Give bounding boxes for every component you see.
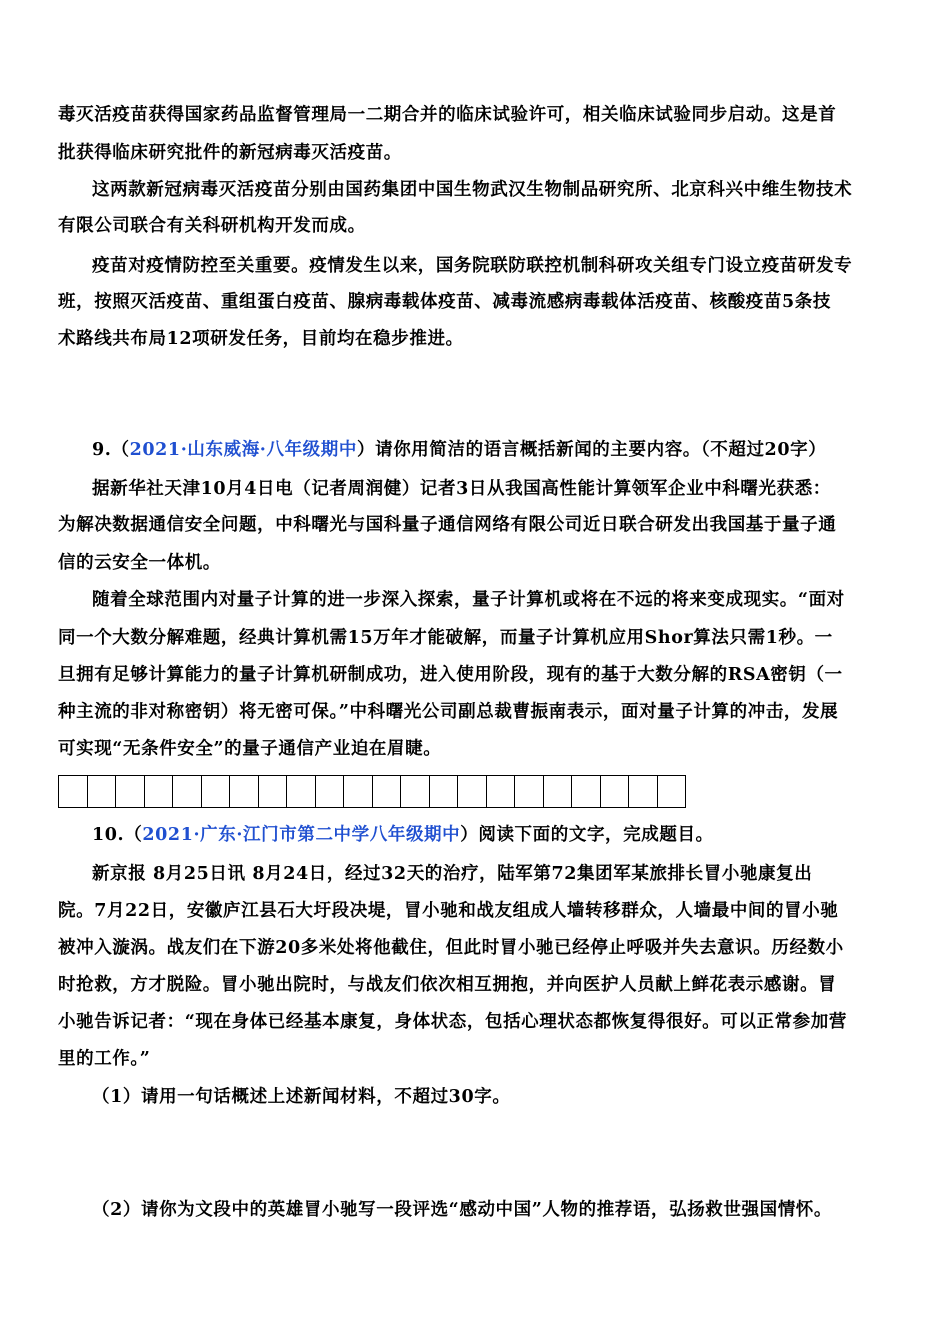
answer-cell[interactable] <box>658 776 687 807</box>
intro-line-4: 有限公司联合有关科研机构开发而成。 <box>58 216 366 236</box>
q10-subquestion-1: （1）请用一句话概述上述新闻材料，不超过30字。 <box>92 1087 511 1107</box>
question-source: 2021·山东威海·八年级期中 <box>129 440 357 460</box>
question-number: 9. <box>92 440 112 460</box>
source-close-paren: ） <box>356 440 376 460</box>
question-prompt: 请你用简洁的语言概括新闻的主要内容。（不超过20字） <box>375 440 827 460</box>
intro-line-6: 班，按照灭活疫苗、重组蛋白疫苗、腺病毒载体疫苗、减毒流感病毒载体活疫苗、核酸疫苗5条技 <box>58 292 831 312</box>
answer-cell[interactable] <box>572 776 601 807</box>
intro-line-7: 术路线共布局12项研发任务，目前均在稳步推进。 <box>58 329 464 349</box>
answer-cell[interactable] <box>515 776 544 807</box>
intro-line-3: 这两款新冠病毒灭活疫苗分别由国药集团中国生物武汉生物制品研究所、北京科兴中维生物技术 <box>92 180 853 200</box>
q10-line-4: 时抢救，方才脱险。冒小驰出院时，与战友们依次相互拥抱，并向医护人员献上鲜花表示感谢。冒 <box>58 975 837 995</box>
answer-cell[interactable] <box>373 776 402 807</box>
q10-line-5: 小驰告诉记者：“现在身体已经基本康复，身体状态，包括心理状态都恢复得很好。可以正常参加营 <box>58 1012 847 1032</box>
q9-line-2: 为解决数据通信安全问题，中科曙光与国科量子通信网络有限公司近日联合研发出我国基于量子通 <box>58 515 837 535</box>
question-prompt: 阅读下面的文字，完成题目。 <box>478 825 714 845</box>
question-number: 10. <box>92 825 125 845</box>
answer-grid[interactable] <box>58 775 686 808</box>
q10-subquestion-2: （2）请你为文段中的英雄冒小驰写一段评选“感动中国”人物的推荐语，弘扬救世强国情怀。 <box>92 1200 833 1220</box>
answer-cell[interactable] <box>145 776 174 807</box>
answer-cell[interactable] <box>230 776 259 807</box>
answer-cell[interactable] <box>202 776 231 807</box>
q9-line-1: 据新华社天津10月4日电（记者周润健）记者3日从我国高性能计算领军企业中科曙光获悉： <box>92 479 831 499</box>
q10-line-2: 院。7月22日，安徽庐江县石大圩段决堤，冒小驰和战友组成人墙转移群众，人墙最中间的冒小驰 <box>58 901 839 921</box>
question-source: 2021·广东·江门市第二中学八年级期中 <box>142 825 461 845</box>
answer-cell[interactable] <box>88 776 117 807</box>
answer-cell[interactable] <box>601 776 630 807</box>
answer-cell[interactable] <box>316 776 345 807</box>
q9-line-5: 同一个大数分解难题，经典计算机需15万年才能破解，而量子计算机应用Shor算法只需1秒。一 <box>58 628 833 648</box>
source-open-paren: （ <box>124 825 143 845</box>
answer-cell[interactable] <box>487 776 516 807</box>
q10-line-1: 新京报 8月25日讯 8月24日，经过32天的治疗，陆军第72集团军某旅排长冒小驰康复出 <box>92 864 813 884</box>
answer-cell[interactable] <box>430 776 459 807</box>
answer-cell[interactable] <box>458 776 487 807</box>
intro-line-5: 疫苗对疫情防控至关重要。疫情发生以来，国务院联防联控机制科研攻关组专门设立疫苗研发专 <box>92 256 853 276</box>
intro-line-2: 批获得临床研究批件的新冠病毒灭活疫苗。 <box>58 143 402 163</box>
source-close-paren: ） <box>460 825 479 845</box>
q10-line-6: 里的工作。” <box>58 1049 151 1069</box>
answer-cell[interactable] <box>59 776 88 807</box>
answer-cell[interactable] <box>344 776 373 807</box>
question-9-heading <box>92 438 927 462</box>
answer-cell[interactable] <box>544 776 573 807</box>
q9-line-3: 信的云安全一体机。 <box>58 553 221 573</box>
source-open-paren: （ <box>111 440 130 460</box>
q9-line-4: 随着全球范围内对量子计算的进一步深入探索，量子计算机或将在不远的将来变成现实。“面对 <box>92 590 845 610</box>
q9-line-7: 种主流的非对称密钥）将无密可保。”中科曙光公司副总裁曹振南表示，面对量子计算的冲击，发展 <box>58 702 839 722</box>
answer-cell[interactable] <box>629 776 658 807</box>
answer-cell[interactable] <box>287 776 316 807</box>
answer-cell[interactable] <box>401 776 430 807</box>
answer-cell[interactable] <box>173 776 202 807</box>
answer-cell[interactable] <box>259 776 288 807</box>
question-10-heading <box>92 823 927 847</box>
q9-line-8: 可实现“无条件安全”的量子通信产业迫在眉睫。 <box>58 739 442 759</box>
intro-line-1: 毒灭活疫苗获得国家药品监督管理局一二期合并的临床试验许可，相关临床试验同步启动。这是首 <box>58 105 837 125</box>
q10-line-3: 被冲入漩涡。战友们在下游20多米处将他截住，但此时冒小驰已经停止呼吸并失去意识。历经数小 <box>58 938 844 958</box>
q9-line-6: 旦拥有足够计算能力的量子计算机研制成功，进入使用阶段，现有的基于大数分解的RSA密钥（一 <box>58 665 843 685</box>
answer-cell[interactable] <box>116 776 145 807</box>
